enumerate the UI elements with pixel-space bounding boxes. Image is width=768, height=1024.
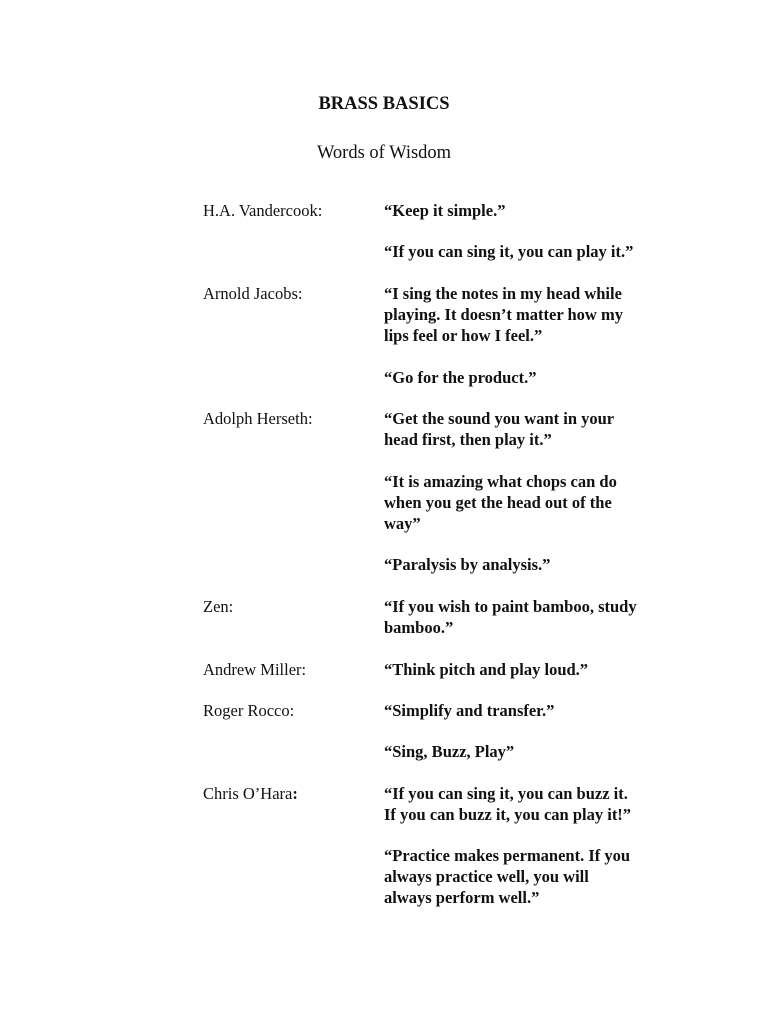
quote-line: “Go for the product.”	[384, 368, 537, 387]
quote-line: lips feel or how I feel.”	[384, 326, 543, 345]
quote-text	[384, 200, 674, 221]
speaker-name-text: Chris O’Hara	[203, 784, 293, 803]
quote-line: “If you wish to paint bamboo, study	[384, 597, 637, 616]
speaker-name: Roger Rocco:	[203, 701, 295, 720]
quote-line: If you can buzz it, you can play it!”	[384, 805, 632, 824]
quote-line: “Think pitch and play loud.”	[384, 660, 589, 679]
quote-line: “I sing the notes in my head while	[384, 284, 622, 303]
speaker-colon: :	[292, 784, 298, 803]
quote-line: “Sing, Buzz, Play”	[384, 742, 515, 761]
quote-text	[384, 471, 674, 534]
quote-line: “Get the sound you want in your	[384, 409, 615, 428]
speaker-name: H.A. Vandercook:	[203, 201, 323, 220]
quote-text	[384, 741, 674, 762]
quote-line: “Keep it simple.”	[384, 201, 506, 220]
quote-text	[384, 659, 674, 680]
quote-text	[384, 700, 674, 721]
quote-line: head first, then play it.”	[384, 430, 552, 449]
document-subtitle: Words of Wisdom	[316, 143, 452, 163]
quote-line: “If you can sing it, you can play it.”	[384, 242, 634, 261]
quote-line: “If you can sing it, you can buzz it.	[384, 784, 628, 803]
quote-line: bamboo.”	[384, 618, 454, 637]
quote-line: “Simplify and transfer.”	[384, 701, 555, 720]
speaker-name: Adolph Herseth:	[203, 409, 313, 428]
quote-text	[384, 596, 674, 638]
quote-text	[384, 845, 674, 908]
speaker-name: Arnold Jacobs:	[203, 284, 303, 303]
quote-line: “Paralysis by analysis.”	[384, 555, 551, 574]
quote-line: always perform well.”	[384, 888, 540, 907]
speaker-name: Andrew Miller:	[203, 660, 307, 679]
quote-text	[384, 408, 674, 450]
quote-text	[384, 283, 674, 346]
quote-line: “It is amazing what chops can do	[384, 472, 617, 491]
quote-text	[384, 367, 674, 388]
document-title: BRASS BASICS	[318, 94, 450, 114]
quote-text	[384, 783, 674, 825]
quote-text	[384, 241, 674, 262]
speaker-name	[203, 783, 298, 804]
quote-line: when you get the head out of the	[384, 493, 612, 512]
quote-line: playing. It doesn’t matter how my	[384, 305, 623, 324]
speaker-name: Zen:	[203, 597, 234, 616]
quote-line: way”	[384, 514, 421, 533]
quote-text	[384, 554, 674, 575]
quote-line: “Practice makes permanent. If you	[384, 846, 631, 865]
quote-line: always practice well, you will	[384, 867, 589, 886]
